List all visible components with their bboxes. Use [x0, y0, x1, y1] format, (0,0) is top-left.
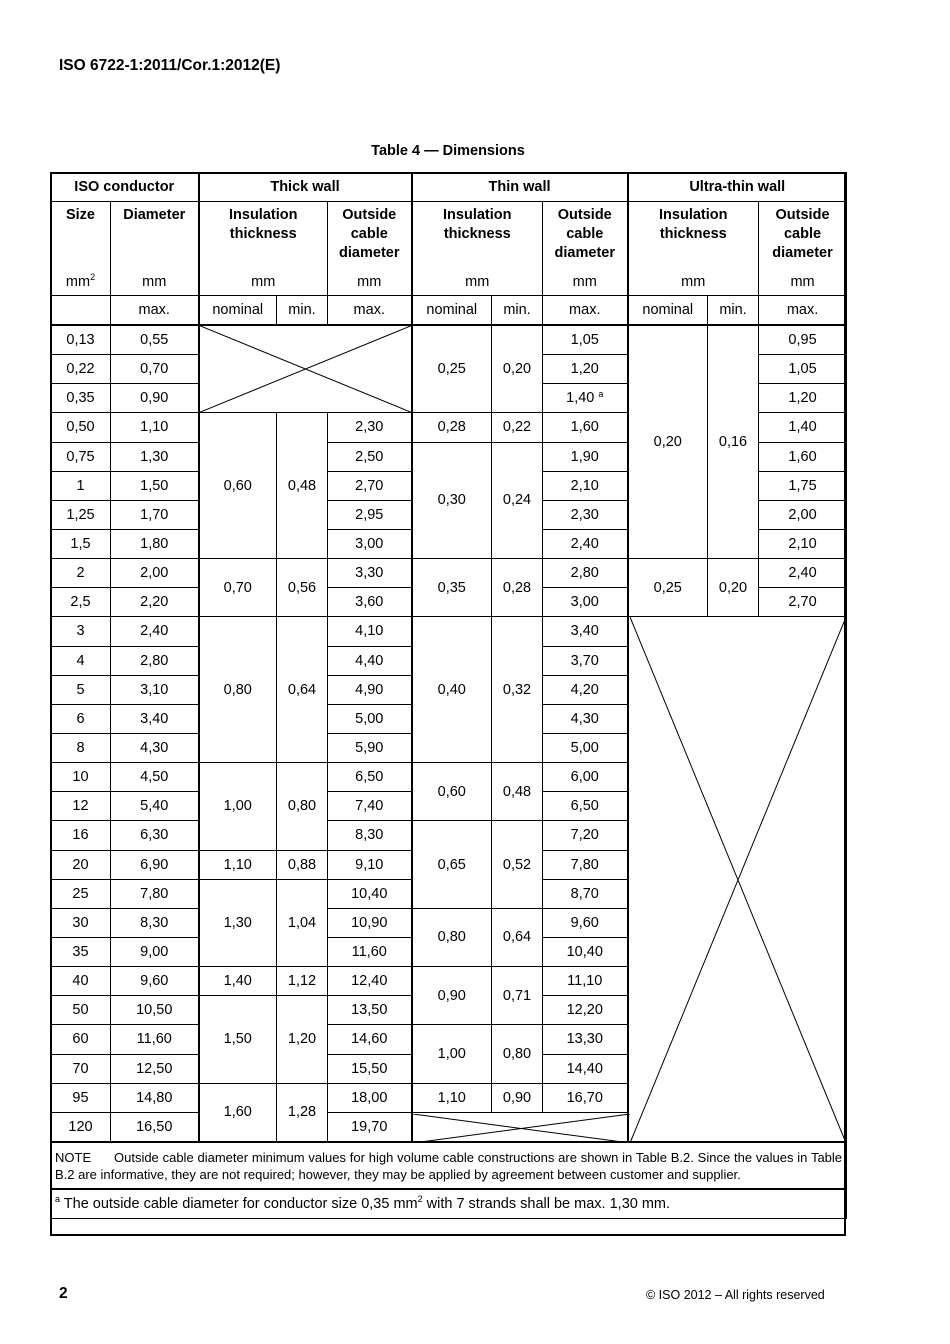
table-row	[51, 325, 847, 355]
conductor-size: 5	[51, 675, 111, 704]
ultra-ins-min: 0,16	[708, 325, 759, 559]
thin-outside-diameter: 1,05	[543, 325, 628, 355]
thick-outside-diameter: 4,90	[328, 675, 412, 704]
thin-ins-min: 0,32	[492, 617, 543, 763]
ultra-ins-nominal: 0,20	[628, 325, 708, 559]
thin-ins-nominal: 0,35	[412, 559, 492, 617]
unit-ultra-od: mm	[759, 269, 847, 296]
conductor-size: 0,50	[51, 413, 111, 442]
limit-diameter: max.	[111, 296, 199, 326]
thin-outside-diameter: 12,20	[543, 996, 628, 1025]
thick-ins-min: 1,28	[277, 1083, 328, 1142]
conductor-diameter: 0,90	[111, 384, 199, 413]
thick-ins-min: 1,12	[277, 967, 328, 996]
dimensions-table	[50, 172, 846, 1236]
thick-outside-diameter: 10,40	[328, 879, 412, 908]
thin-outside-diameter: 1,60	[543, 413, 628, 442]
unit-ultra-ins: mm	[628, 269, 759, 296]
conductor-size: 25	[51, 879, 111, 908]
thin-ins-nominal: 0,25	[412, 325, 492, 413]
ultra-outside-diameter: 2,40	[759, 559, 847, 588]
limit-thick-nominal: nominal	[199, 296, 277, 326]
conductor-diameter: 4,30	[111, 733, 199, 762]
conductor-diameter: 3,10	[111, 675, 199, 704]
thin-outside-diameter: 3,70	[543, 646, 628, 675]
thick-outside-diameter: 3,60	[328, 588, 412, 617]
unit-size: $mm^2$	[51, 269, 111, 296]
thin-outside-diameter: 6,00	[543, 763, 628, 792]
group-ultra-thin-wall: Ultra-thin wall	[628, 173, 847, 202]
limit-thick-min: min.	[277, 296, 328, 326]
thin-outside-diameter: 10,40	[543, 937, 628, 966]
thin-ins-nominal: 1,10	[412, 1083, 492, 1112]
group-thick-wall: Thick wall	[199, 173, 412, 202]
footnote-text-b: with 7 strands shall be max. 1,30 mm.	[422, 1195, 671, 1212]
conductor-size: 30	[51, 908, 111, 937]
conductor-size: 120	[51, 1112, 111, 1142]
document-id: ISO 6722-1:2011/Cor.1:2012(E)	[59, 57, 281, 74]
thin-outside-diameter: 2,30	[543, 500, 628, 529]
page-number: 2	[59, 1285, 68, 1302]
thin-na	[412, 1112, 628, 1142]
conductor-size: 20	[51, 850, 111, 879]
limit-thin-nominal: nominal	[412, 296, 492, 326]
conductor-size: 1,25	[51, 500, 111, 529]
conductor-size: 95	[51, 1083, 111, 1112]
conductor-size: 0,75	[51, 442, 111, 471]
conductor-diameter: 3,40	[111, 704, 199, 733]
thick-ins-nominal: 0,70	[199, 559, 277, 617]
thick-outside-diameter: 5,90	[328, 733, 412, 762]
thin-ins-min: 0,71	[492, 967, 543, 1025]
conductor-size: 70	[51, 1054, 111, 1083]
thin-outside-diameter: 4,30	[543, 704, 628, 733]
table-footnote	[51, 1189, 847, 1219]
limit-thin-min: min.	[492, 296, 543, 326]
conductor-size: 60	[51, 1025, 111, 1054]
limit-ultra-nominal: nominal	[628, 296, 708, 326]
limit-thick-max: max.	[328, 296, 412, 326]
conductor-diameter: 1,30	[111, 442, 199, 471]
conductor-size: 2,5	[51, 588, 111, 617]
conductor-diameter: 1,80	[111, 529, 199, 558]
footnote-mark: a	[55, 1194, 61, 1205]
conductor-size: 0,35	[51, 384, 111, 413]
thick-ins-nominal: 0,80	[199, 617, 277, 763]
thick-ins-min: 0,64	[277, 617, 328, 763]
conductor-diameter: 9,00	[111, 937, 199, 966]
col-ultra-outside: Outside cable diameter	[759, 202, 847, 270]
thick-outside-diameter: 3,00	[328, 529, 412, 558]
thick-ins-min: 0,80	[277, 763, 328, 850]
conductor-diameter: 2,20	[111, 588, 199, 617]
thin-ins-min: 0,20	[492, 325, 543, 413]
unit-thin-ins: mm	[412, 269, 543, 296]
thin-ins-nominal: 0,30	[412, 442, 492, 559]
note-label: NOTE	[55, 1149, 92, 1165]
thin-ins-min: 0,28	[492, 559, 543, 617]
thin-ins-nominal: 0,90	[412, 967, 492, 1025]
col-size: Size	[51, 202, 111, 270]
note-row	[51, 1142, 847, 1189]
conductor-diameter: 9,60	[111, 967, 199, 996]
thick-outside-diameter: 10,90	[328, 908, 412, 937]
thin-ins-min: 0,24	[492, 442, 543, 559]
footnote-row	[51, 1189, 847, 1219]
col-thick-insulation: Insulation thickness	[199, 202, 328, 270]
conductor-size: 4	[51, 646, 111, 675]
thick-outside-diameter: 13,50	[328, 996, 412, 1025]
thin-ins-nominal: 0,28	[412, 413, 492, 442]
thin-outside-diameter	[543, 384, 628, 413]
conductor-size: 2	[51, 559, 111, 588]
thick-outside-diameter: 2,50	[328, 442, 412, 471]
limit-ultra-max: max.	[759, 296, 847, 326]
thin-ins-nominal: 0,65	[412, 821, 492, 908]
thick-outside-diameter: 2,70	[328, 471, 412, 500]
ultra-outside-diameter: 1,20	[759, 384, 847, 413]
thin-outside-diameter: 13,30	[543, 1025, 628, 1054]
group-thin-wall: Thin wall	[412, 173, 628, 202]
thick-ins-nominal: 0,60	[199, 413, 277, 559]
thick-outside-diameter: 2,30	[328, 413, 412, 442]
unit-thick-ins: mm	[199, 269, 328, 296]
table-note	[51, 1142, 847, 1189]
thin-ins-min: 0,22	[492, 413, 543, 442]
thin-ins-nominal: 0,80	[412, 908, 492, 966]
thin-outside-diameter: 7,20	[543, 821, 628, 850]
conductor-size: 12	[51, 792, 111, 821]
footnote-marker: a	[598, 388, 604, 399]
conductor-diameter: 10,50	[111, 996, 199, 1025]
ultra-outside-diameter: 1,05	[759, 355, 847, 384]
thin-ins-min: 0,90	[492, 1083, 543, 1112]
conductor-size: 16	[51, 821, 111, 850]
thick-outside-diameter: 12,40	[328, 967, 412, 996]
thin-outside-diameter: 3,00	[543, 588, 628, 617]
thin-ins-nominal: 1,00	[412, 1025, 492, 1083]
thick-ins-min: 0,88	[277, 850, 328, 879]
thick-ins-min: 1,20	[277, 996, 328, 1083]
conductor-size: 0,13	[51, 325, 111, 355]
thin-outside-diameter: 3,40	[543, 617, 628, 646]
thin-outside-diameter: 7,80	[543, 850, 628, 879]
thick-outside-diameter: 7,40	[328, 792, 412, 821]
footnote-exp: 2	[417, 1194, 423, 1205]
ultra-outside-diameter: 2,00	[759, 500, 847, 529]
conductor-diameter: 6,30	[111, 821, 199, 850]
conductor-size: 35	[51, 937, 111, 966]
thin-outside-diameter: 2,80	[543, 559, 628, 588]
conductor-diameter: 8,30	[111, 908, 199, 937]
thin-ins-min: 0,48	[492, 763, 543, 821]
thick-ins-nominal: 1,10	[199, 850, 277, 879]
conductor-diameter: 5,40	[111, 792, 199, 821]
group-iso-conductor: ISO conductor	[51, 173, 199, 202]
ultra-outside-diameter: 2,70	[759, 588, 847, 617]
copyright: © ISO 2012 – All rights reserved	[646, 1288, 825, 1302]
thick-outside-diameter: 3,30	[328, 559, 412, 588]
ultra-na	[628, 617, 847, 1142]
thick-outside-diameter: 6,50	[328, 763, 412, 792]
thin-outside-diameter: 14,40	[543, 1054, 628, 1083]
thick-outside-diameter: 19,70	[328, 1112, 412, 1142]
thin-outside-diameter: 1,20	[543, 355, 628, 384]
thin-outside-diameter: 6,50	[543, 792, 628, 821]
thin-ins-nominal: 0,60	[412, 763, 492, 821]
col-thin-insulation: Insulation thickness	[412, 202, 543, 270]
conductor-diameter: 2,40	[111, 617, 199, 646]
thin-ins-min: 0,64	[492, 908, 543, 966]
thick-outside-diameter: 4,40	[328, 646, 412, 675]
ultra-outside-diameter: 1,40	[759, 413, 847, 442]
thin-ins-nominal: 0,40	[412, 617, 492, 763]
thin-ins-min: 0,80	[492, 1025, 543, 1083]
thick-outside-diameter: 9,10	[328, 850, 412, 879]
table-row	[51, 559, 847, 588]
thick-outside-diameter: 15,50	[328, 1054, 412, 1083]
thin-outside-diameter: 2,10	[543, 471, 628, 500]
thick-outside-diameter: 8,30	[328, 821, 412, 850]
thick-outside-diameter: 2,95	[328, 500, 412, 529]
col-diameter: Diameter	[111, 202, 199, 270]
thick-outside-diameter: 11,60	[328, 937, 412, 966]
conductor-size: 3	[51, 617, 111, 646]
conductor-diameter: 1,70	[111, 500, 199, 529]
thick-outside-diameter: 14,60	[328, 1025, 412, 1054]
thick-outside-diameter: 5,00	[328, 704, 412, 733]
ultra-outside-diameter: 2,10	[759, 529, 847, 558]
ultra-outside-diameter: 0,95	[759, 325, 847, 355]
conductor-diameter: 16,50	[111, 1112, 199, 1142]
ultra-outside-diameter: 1,60	[759, 442, 847, 471]
thick-na	[199, 325, 412, 413]
thin-outside-diameter: 5,00	[543, 733, 628, 762]
conductor-size: 50	[51, 996, 111, 1025]
thick-ins-min: 0,48	[277, 413, 328, 559]
unit-diameter: mm	[111, 269, 199, 296]
thick-outside-diameter: 18,00	[328, 1083, 412, 1112]
ultra-ins-min: 0,20	[708, 559, 759, 617]
conductor-diameter: 0,55	[111, 325, 199, 355]
thin-outside-diameter-value: 1,40	[566, 390, 595, 407]
thin-outside-diameter: 11,10	[543, 967, 628, 996]
limit-thin-max: max.	[543, 296, 628, 326]
footnote-text-a: The outside cable diameter for conductor size 0,35 mm	[60, 1195, 418, 1212]
conductor-size: 1,5	[51, 529, 111, 558]
table-row	[51, 617, 847, 646]
thick-ins-nominal: 1,30	[199, 879, 277, 966]
conductor-diameter: 14,80	[111, 1083, 199, 1112]
limit-size-empty	[51, 296, 111, 326]
thin-outside-diameter: 9,60	[543, 908, 628, 937]
col-thin-outside: Outside cable diameter	[543, 202, 628, 270]
conductor-diameter: 12,50	[111, 1054, 199, 1083]
conductor-size: 10	[51, 763, 111, 792]
conductor-diameter: 1,50	[111, 471, 199, 500]
unit-thin-od: mm	[543, 269, 628, 296]
conductor-diameter: 11,60	[111, 1025, 199, 1054]
thick-ins-nominal: 1,00	[199, 763, 277, 850]
thin-outside-diameter: 2,40	[543, 529, 628, 558]
note-text: Outside cable diameter minimum values for high volume cable constructions are shown in Table B.2. Since the values in Table B.2 are informative, they are not required; however, they may be applied by agreement between customer and supplier.	[55, 1149, 843, 1183]
conductor-size: 40	[51, 967, 111, 996]
col-ultra-insulation: Insulation thickness	[628, 202, 759, 270]
col-thick-outside: Outside cable diameter	[328, 202, 412, 270]
thick-ins-nominal: 1,50	[199, 996, 277, 1083]
unit-thick-od: mm	[328, 269, 412, 296]
thin-outside-diameter: 16,70	[543, 1083, 628, 1112]
thin-outside-diameter: 8,70	[543, 879, 628, 908]
thick-ins-min: 0,56	[277, 559, 328, 617]
limit-ultra-min: min.	[708, 296, 759, 326]
ultra-ins-nominal: 0,25	[628, 559, 708, 617]
conductor-size: 0,22	[51, 355, 111, 384]
thick-ins-nominal: 1,40	[199, 967, 277, 996]
thick-ins-min: 1,04	[277, 879, 328, 966]
conductor-size: 8	[51, 733, 111, 762]
table-title: Table 4 — Dimensions	[371, 143, 525, 159]
conductor-diameter: 2,00	[111, 559, 199, 588]
conductor-size: 6	[51, 704, 111, 733]
conductor-size: 1	[51, 471, 111, 500]
conductor-diameter: 2,80	[111, 646, 199, 675]
conductor-diameter: 7,80	[111, 879, 199, 908]
thick-outside-diameter: 4,10	[328, 617, 412, 646]
thin-ins-min: 0,52	[492, 821, 543, 908]
conductor-diameter: 0,70	[111, 355, 199, 384]
thick-ins-nominal: 1,60	[199, 1083, 277, 1142]
conductor-diameter: 6,90	[111, 850, 199, 879]
conductor-diameter: 1,10	[111, 413, 199, 442]
ultra-outside-diameter: 1,75	[759, 471, 847, 500]
thin-outside-diameter: 4,20	[543, 675, 628, 704]
thin-outside-diameter: 1,90	[543, 442, 628, 471]
conductor-diameter: 4,50	[111, 763, 199, 792]
